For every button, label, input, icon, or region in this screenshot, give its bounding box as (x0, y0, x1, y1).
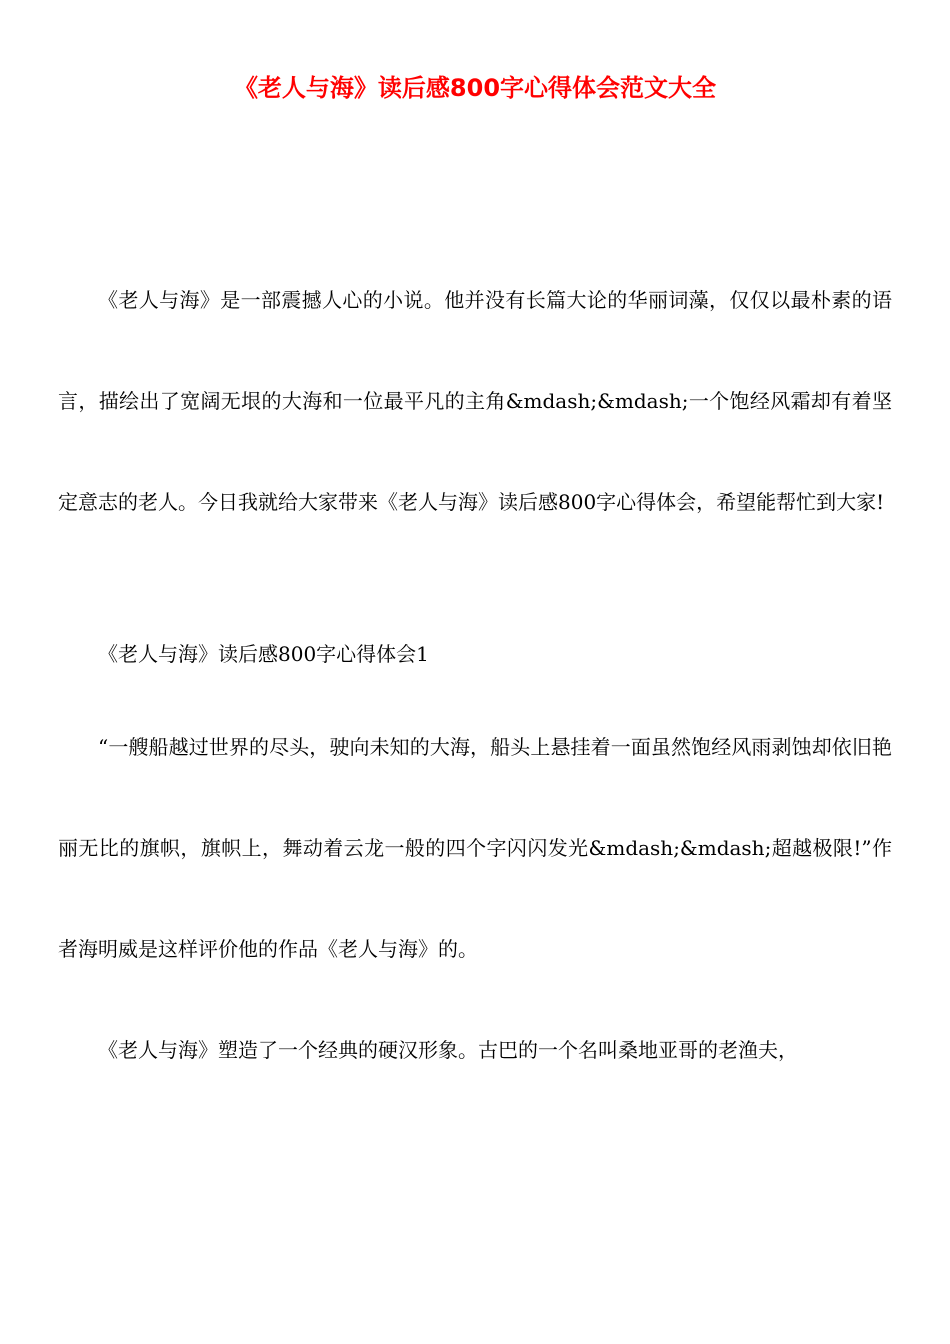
document-body (58, 250, 892, 1101)
document-title: 《老人与海》读后感800字心得体会范文大全 (233, 74, 717, 102)
body-paragraph: “一艘船越过世界的尽头，驶向未知的大海，船头上悬挂着一面虽然饱经风雨剥蚀却依旧艳丽无比的旗帜，旗帜上，舞动着云龙一般的四个字闪闪发光&mdash;&mdash;超越极限!”作者海明威是这样评价他的作品《老人与海》的。 (58, 735, 892, 961)
section-heading: 《老人与海》读后感800字心得体会1 (98, 642, 429, 666)
intro-paragraph: 《老人与海》是一部震撼人心的小说。他并没有长篇大论的华丽词藻，仅仅以最朴素的语言，描绘出了宽阔无垠的大海和一位最平凡的主角&mdash;&mdash;一个饱经风霜却有着坚定意志的老人。今日我就给大家带来《老人与海》读后感800字心得体会，希望能帮忙到大家! (58, 288, 892, 514)
body-paragraph: 《老人与海》塑造了一个经典的硬汉形象。古巴的一个名叫桑地亚哥的老渔夫， (98, 1038, 798, 1062)
